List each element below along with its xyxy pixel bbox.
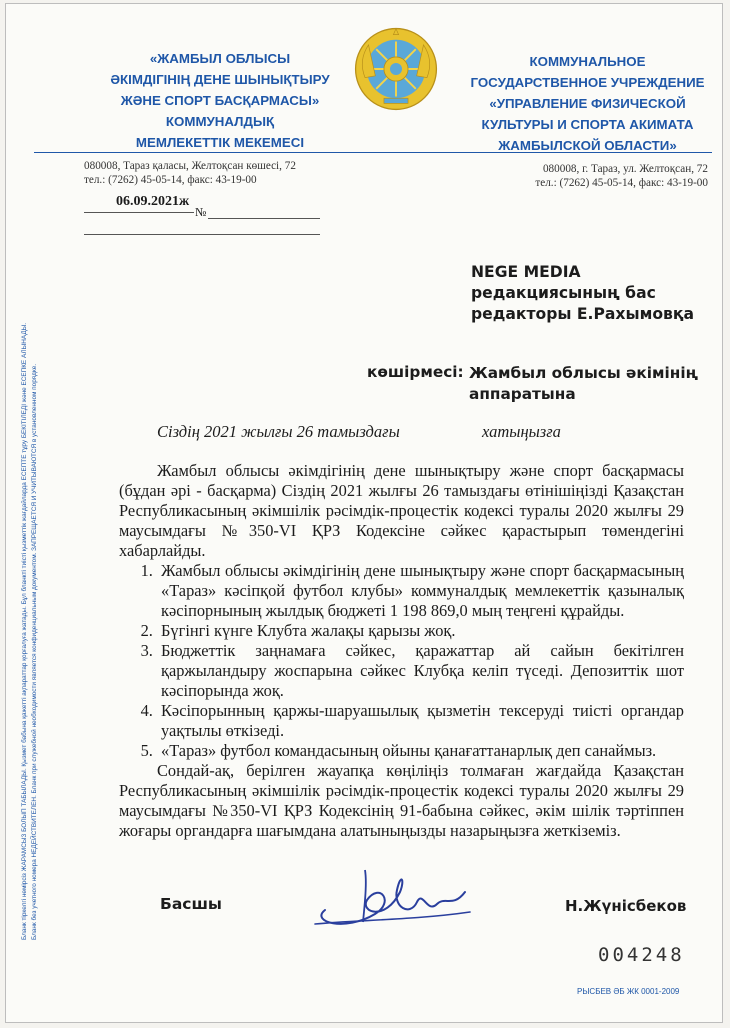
header-right-line: «УПРАВЛЕНИЕ ФИЗИЧЕСКОЙ (489, 96, 686, 111)
header-right-line: КОММУНАЛЬНОЕ (529, 54, 646, 69)
date-underline (84, 212, 194, 213)
copy-recipient-line: Жамбыл облысы әкімінің (469, 364, 698, 382)
header-left-line: КОММУНАЛДЫҚ (165, 114, 275, 129)
side-notice-russian: Бланк без учетного номера НЕДЕЙСТВИТЕЛЕН. Бланк при служебной необходимости является конфиденциальным документом. ЗАПРЕЩАЕТСЯ И УЧИТЫВАЮТСЯ в установленном порядке. (30, 363, 38, 940)
address-left-phone: тел.: (7262) 45-05-14, факс: 43-19-00 (84, 174, 257, 186)
address-right-street: 080008, г. Тараз, ул. Желтоқсан, 72 (542, 163, 708, 175)
copy-label: көшірмесі: (367, 363, 464, 381)
reference-date: Сіздің 2021 жылғы 26 тамыздағы (157, 422, 400, 441)
list-item: 5. «Тараз» футбол командасының ойыны қанағаттанарлық деп санаймыз. (157, 741, 684, 761)
addressee-line: редакциясының бас (471, 284, 656, 302)
side-notice (20, 300, 39, 940)
reference-underline (84, 234, 320, 235)
list-item: 1. Жамбыл облысы әкімдігінің дене шынықтыру және спорт басқармасының «Тараз» кәсіпқой футбол клубы» коммуналдық мемлекеттік қазыналық кәсіпорнының жылдық бюджеті 1 198 869,0 мың теңгені құрайды. (157, 561, 684, 621)
body-list (119, 561, 684, 761)
header-left-line: ӘКІМДІГІНІҢ ДЕНЕ ШЫНЫҚТЫРУ (110, 72, 330, 87)
state-emblem-icon (353, 26, 439, 112)
list-item: 3. Бюджеттік заңнамаға сәйкес, қаражаттар ай сайын бекітілген қаржыландыру жоспарына сәйкес Клубқа келіп түседі. Депозиттік шот кәсіпорында жоқ. (157, 641, 684, 701)
header-right-line: ГОСУДАРСТВЕННОЕ УЧРЕЖДЕНИЕ (470, 75, 705, 90)
list-item: 4. Кәсіпорынның қаржы-шаруашылық қызметін тексеруді тиісті органдар уақтылы өткізеді. (157, 701, 684, 741)
header-right-russian (455, 51, 720, 156)
header-left-line: МЕМЛЕКЕТТІК МЕКЕМЕСІ (135, 135, 305, 150)
number-underline (208, 218, 320, 219)
header-left-kazakh (110, 48, 330, 153)
side-notice-kazakh: Бланк тіркелгі нөмірсіз ЖАРАМСЫЗ БОЛЫП ТАБЫЛАДЫ. Қызмет бабына қажетті ақпараттар қорғалуға жатады. Бұл бланкті тиісті қызметтік жағдайларда ЕСЕПТЕ тұру БЕКІТІЛЕДІ және ЕСЕПКЕ АЛЫНАДЫ. (21, 322, 28, 940)
body-intro: Жамбыл облысы әкімдігінің дене шынықтыру және спорт басқармасы (бұдан әрі - басқарма) Сіздің 2021 жылғы 26 тамыздағы өтінішіңізді Қазақстан Республикасының әкімшілік рәсімдік-процестік кодексі туралы 2020 жылғы 29 маусымдағы №350-VI ҚРЗ Кодексіне сәйкес қарастырып төмендегіні хабарлайды. (119, 461, 684, 560)
number-sign: № (195, 205, 207, 219)
address-right (535, 162, 708, 190)
signatory-title: Басшы (160, 895, 222, 913)
list-item: 2. Бүгінгі күнге Клубта жалақы қарызы жоқ. (157, 621, 684, 641)
letter-body (119, 461, 684, 841)
signatory-name: Н.Жүнісбеков (565, 897, 687, 915)
copy-recipient (469, 363, 698, 405)
addressee-line: NEGE MEDIA (471, 263, 581, 281)
letter-date: 06.09.2021ж (116, 194, 190, 209)
header-right-line: КУЛЬТУРЫ И СПОРТА АКИМАТА (481, 117, 694, 132)
addressee-line: редакторы Е.Рахымовқа (471, 305, 695, 323)
header-left-line: ЖӘНЕ СПОРТ БАСҚАРМАСЫ» (120, 93, 320, 108)
reference-object: хатыңызға (482, 422, 561, 441)
addressee-block (471, 262, 694, 325)
address-left (84, 159, 296, 187)
copy-recipient-line: аппаратына (469, 385, 576, 403)
header-divider (34, 152, 712, 153)
header-right-line: ЖАМБЫЛСКОЙ ОБЛАСТИ» (498, 138, 677, 153)
address-left-street: 080008, Тараз қаласы, Желтоқсан көшесі, 72 (84, 160, 296, 172)
header-left-line: «ЖАМБЫЛ ОБЛЫСЫ (149, 51, 291, 66)
printer-footer: РЫСБЕВ ӘБ ЖК 0001-2009 (577, 987, 680, 996)
body-closing: Сондай-ақ, берілген жауапқа көңіліңіз толмаған жағдайда Қазақстан Республикасының әкімшілік рәсімдік-процестік кодексі туралы 2020 жылғы 29 маусымдағы №350-VI ҚРЗ Кодексінің 91-бабына сәйкес, әкім шілік тәртіппен жоғары органдарға шағымдана алатыныңызды назарыңызға жеткіземіз. (119, 761, 684, 840)
serial-number: 004248 (598, 944, 685, 966)
handwritten-signature (305, 862, 475, 937)
address-right-phone: тел.: (7262) 45-05-14, факс: 43-19-00 (535, 177, 708, 189)
